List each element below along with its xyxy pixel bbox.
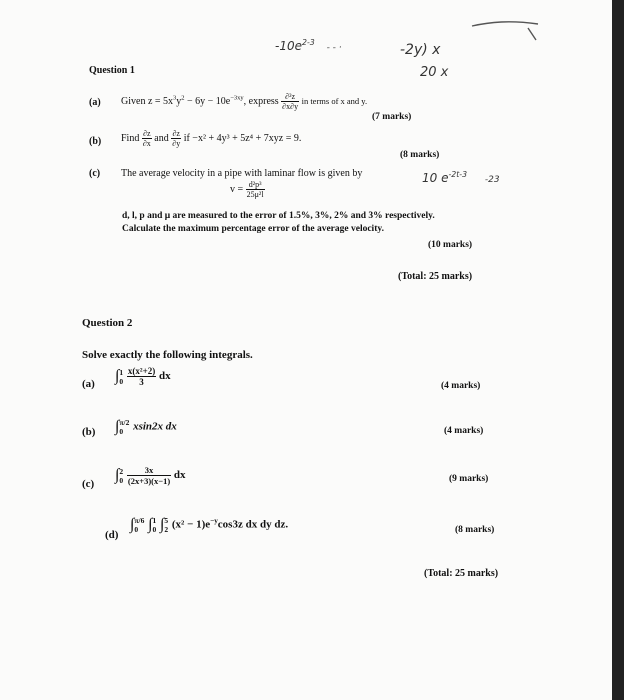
q1a-marks: (7 marks)	[372, 112, 412, 122]
q1c-equation: v = $\frac{\text{d²p³}}{\text{25μ²l}}$	[230, 180, 264, 199]
q2c-integral: ∫ 2 0 $\frac{3x}{(2x+3)(x-1)}$ dx	[115, 465, 186, 486]
q2-total: (Total: 25 marks)	[424, 568, 499, 579]
q2c-marks: (9 marks)	[449, 474, 489, 484]
handwritten-note-mid: 10 $e^{-2t-3}$ -23	[422, 170, 500, 185]
q2a-marks: (4 marks)	[441, 381, 481, 391]
q1c-description-2: Calculate the maximum percentage error of the average velocity.	[122, 224, 384, 234]
q2-intro: Solve exactly the following integrals.	[82, 349, 253, 361]
q1a-text: Given $z = 5x^3y^2 - 6y - 10e^{-3xy}$, express $\frac{\text{∂²z}}{\partial x\partial y}$ in terms of x and y.	[121, 92, 368, 111]
q2d-integral: ∫ π/6 0 ∫ 1 0 ∫ 5 2 $(x^2 - 1)e^{-y}\cos 3z$ dx dy dz.	[130, 516, 289, 534]
question-1-title: Question 1	[89, 65, 135, 76]
q2b-label: (b)	[82, 426, 96, 438]
q2a-integral: ∫ 1 0 $\frac{\text{x(x²+2)}}{3}$ dx	[115, 366, 171, 387]
handwritten-note-right-2: 20 x	[420, 65, 449, 80]
q1b-text: Find $\frac{\partial z}{\partial x}$ and $\frac{\partial z}{\partial y}$ if −x² + 4y³ + 5z⁴ + 7xyz = 9.	[121, 129, 302, 148]
q1c-marks: (10 marks)	[428, 240, 473, 250]
q2a-label: (a)	[82, 378, 95, 390]
q1-total: (Total: 25 marks)	[398, 271, 473, 282]
q1c-label: (c)	[89, 168, 101, 179]
q2c-label: (c)	[82, 478, 95, 490]
q2b-integral: ∫ π/2 0 xsin2x dx	[115, 418, 177, 436]
photo-background-edge	[612, 0, 624, 700]
q1a-label: (a)	[89, 97, 101, 108]
q1b-marks: (8 marks)	[400, 150, 440, 160]
q2d-marks: (8 marks)	[455, 525, 495, 535]
q2b-marks: (4 marks)	[444, 426, 484, 436]
handwritten-note-right-1: -2y) x	[400, 42, 441, 58]
pen-stroke-mark	[470, 18, 540, 48]
q2d-label: (d)	[105, 529, 119, 541]
q1c-description-1: d, l, p and μ are measured to the error of 1.5%, 3%, 2% and 3% respectively.	[122, 211, 435, 221]
q1b-label: (b)	[89, 136, 102, 147]
question-2-title: Question 2	[82, 317, 133, 329]
q1c-text: The average velocity in a pipe with laminar flow is given by	[121, 168, 363, 179]
handwritten-note-top: $-10e^{2-3}$ - - ·	[275, 38, 342, 53]
